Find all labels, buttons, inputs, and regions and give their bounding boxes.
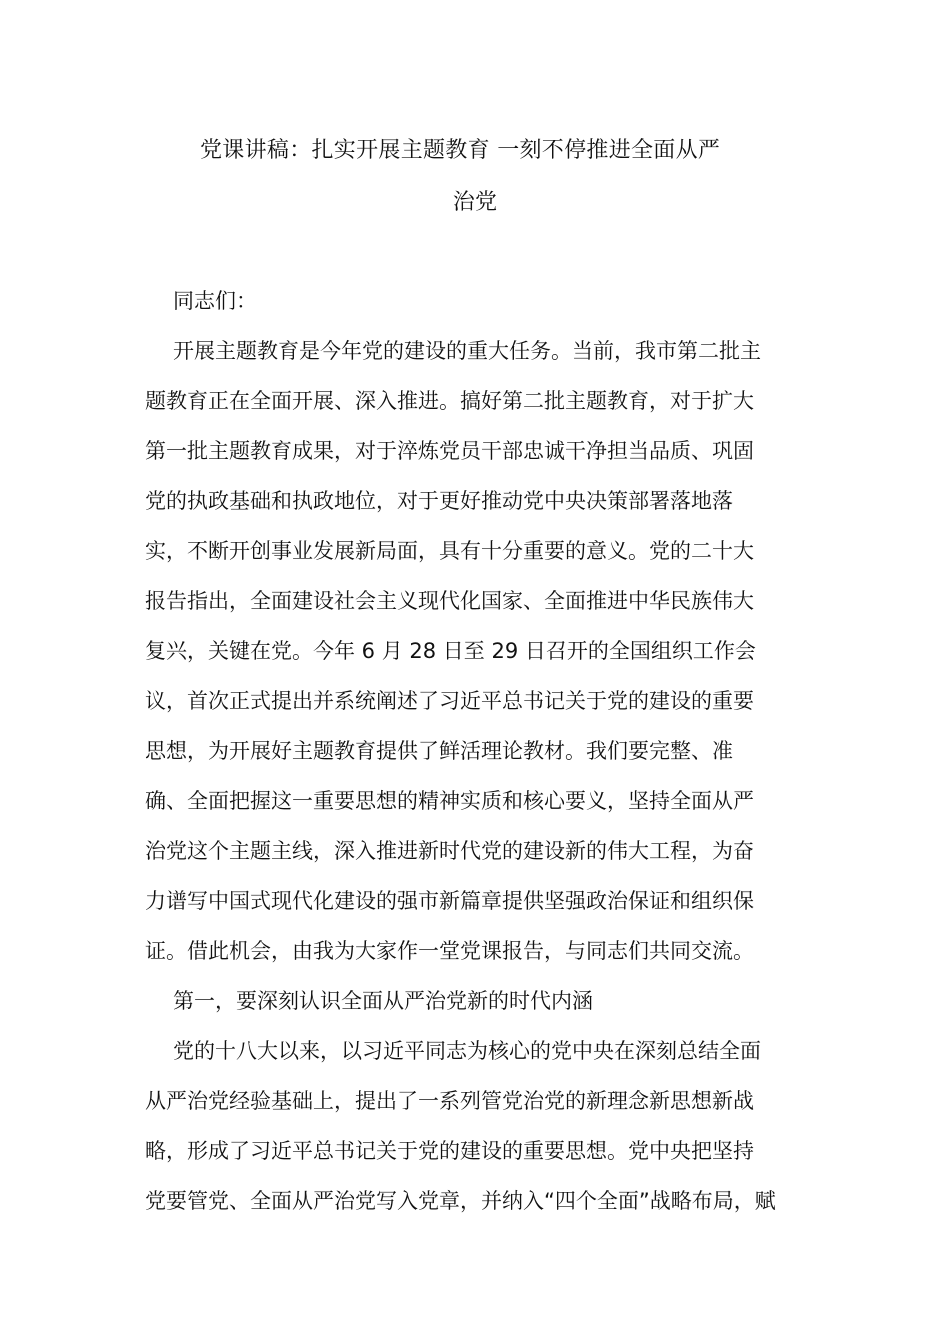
paragraph-line: 从严治党经验基础上，提出了一系列管党治党的新理念新思想新战: [145, 1089, 754, 1113]
paragraph-line: 治党这个主题主线，深入推进新时代党的建设新的伟大工程，为奋: [145, 839, 754, 863]
document-title-line-2: 治党: [452, 190, 498, 215]
paragraph-line: 题教育正在全面开展、深入推进。搞好第二批主题教育，对于扩大: [145, 389, 754, 413]
paragraph-line: 党的执政基础和执政地位，对于更好推动党中央决策部署落地落: [145, 489, 733, 513]
paragraph-line: 证。借此机会，由我为大家作一堂党课报告，与同志们共同交流。: [145, 939, 754, 963]
paragraph-line: 略，形成了习近平总书记关于党的建设的重要思想。党中央把坚持: [145, 1139, 754, 1163]
section-heading: 第一，要深刻认识全面从严治党新的时代内涵: [173, 989, 593, 1013]
paragraph-line: 确、全面把握这一重要思想的精神实质和核心要义，坚持全面从严: [145, 789, 754, 813]
document-body: [145, 276, 815, 1226]
paragraph-line: 思想，为开展好主题教育提供了鲜活理论教材。我们要完整、准: [145, 739, 733, 763]
paragraph-line: 议，首次正式提出并系统阐述了习近平总书记关于党的建设的重要: [145, 689, 754, 713]
paragraph-line: 党要管党、全面从严治党写入党章，并纳入“四个全面”战略布局，赋: [145, 1189, 776, 1213]
paragraph-line: 实，不断开创事业发展新局面，具有十分重要的意义。党的二十大: [145, 539, 754, 563]
salutation: 同志们：: [173, 289, 257, 313]
paragraph-line: 力谱写中国式现代化建设的强市新篇章提供坚强政治保证和组织保: [145, 889, 754, 913]
document-title-line-1: 党课讲稿：扎实开展主题教育 一刻不停推进全面从严: [200, 138, 721, 163]
paragraph-line: 第一批主题教育成果，对于淬炼党员干部忠诚干净担当品质、巩固: [145, 439, 754, 463]
paragraph-intro: [145, 326, 815, 976]
paragraph-line: 报告指出，全面建设社会主义现代化国家、全面推进中华民族伟大: [145, 589, 754, 613]
paragraph-section-one: [145, 1026, 815, 1226]
paragraph-line: 复兴，关键在党。今年 6 月 28 日至 29 日召开的全国组织工作会: [145, 639, 756, 663]
paragraph-line: 党的十八大以来，以习近平同志为核心的党中央在深刻总结全面: [173, 1039, 761, 1063]
paragraph-line: 开展主题教育是今年党的建设的重大任务。当前，我市第二批主: [173, 339, 761, 363]
